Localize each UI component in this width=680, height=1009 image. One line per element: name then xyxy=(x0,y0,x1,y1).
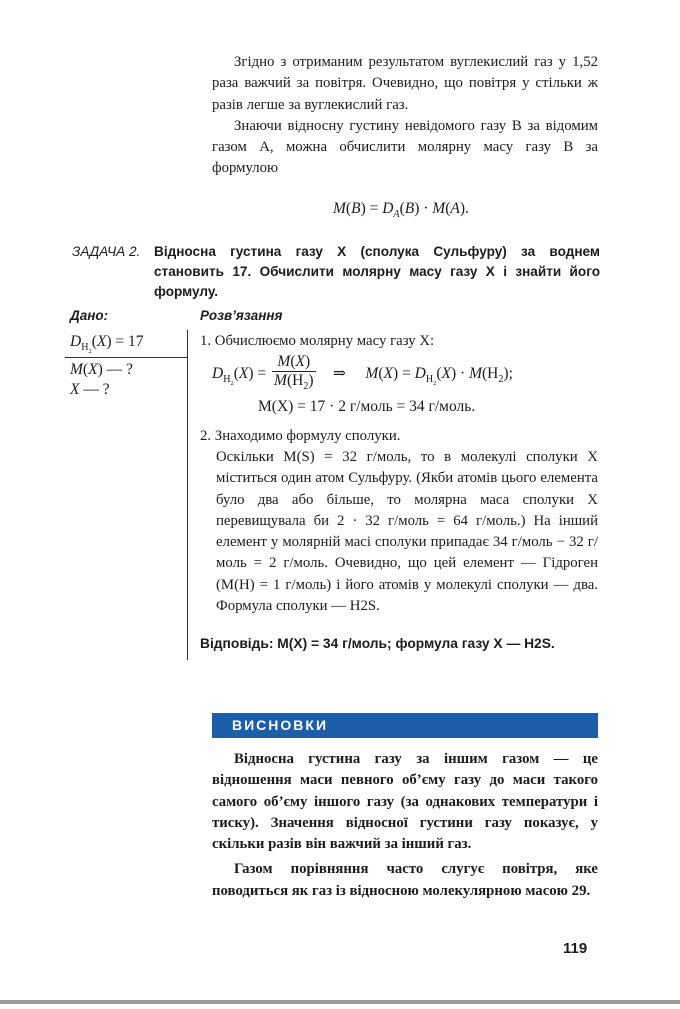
conclusions-banner xyxy=(212,713,598,738)
given-condition: $D_{H_2}(X) = 17$ xyxy=(70,333,144,356)
solution-label: Розв’язання xyxy=(200,308,283,323)
fraction: $\frac{M(X)}{M(H_2)}$ xyxy=(274,353,314,393)
given-divider-vertical xyxy=(187,330,188,660)
task-statement xyxy=(72,242,600,302)
step-2-text xyxy=(216,447,598,617)
page-number: 119 xyxy=(563,940,588,957)
task-text: Відносна густина газу X (сполука Сульфуру) за воднем становить 17. Обчислити молярну масу газу X і знайти його формулу. xyxy=(154,244,600,299)
step-2-explanation: Оскільки M(S) = 32 г/моль, то в молекулі сполуки X міститься один атом Сульфуру. (Якби атомів цього елемента було два або більше, то молярна маса сполуки X перевищувала би 2 · 32 г/моль = 64 г/моль.) На інший елемент у молярній масі сполуки припадає 34 г/моль − 32 г/моль = 2 г/моль. Очевидно, що цей елемент — Гідроген (M(H) = 1 г/моль) і його атомів у молекулі сполуки — два. Формула сполуки — H2S. xyxy=(216,449,598,615)
step-1-result: M(X) = 17 · 2 г/моль = 34 г/моль. xyxy=(258,398,476,415)
conclusions-text xyxy=(212,749,598,902)
footer-border xyxy=(0,1000,680,1004)
given-find-2: X — ? xyxy=(70,381,110,398)
molar-mass-formula: $M(B) = D_A(B) \cdot M(A)$. xyxy=(333,200,469,221)
conclusions-title: ВИСНОВКИ xyxy=(232,717,329,733)
step-1: 1. Обчислюємо молярну масу газу X: xyxy=(200,333,435,349)
task-heading: ЗАДАЧА 2. xyxy=(72,244,141,259)
given-divider-horizontal xyxy=(65,357,187,358)
given-find-1: M(X) — ? xyxy=(70,361,133,378)
intro-paragraph-2: Знаючи відносну густину невідомого газу B за відомим газом A, можна обчислити молярну масу газу B за формулою xyxy=(212,117,598,177)
answer: Відповідь: M(X) = 34 г/моль; формула газу X — H2S. xyxy=(200,636,555,651)
intro-text xyxy=(212,52,598,180)
given-label: Дано: xyxy=(70,308,109,323)
conclusions-paragraph-1: Відносна густина газу за іншим газом — це відношення маси певного об’єму газу до маси такого самого об’єму іншого газу (за однакових температури і тиску). Значення відносної густини газу показує, у скільки разів він важчий за інший газ. xyxy=(212,751,598,853)
density-fraction-formula: $D_{H_2}(X)$ = $\frac{M(X)}{M(H_2)}$ ⇒ $M(X) = D_{H_2}(X) \cdot M(H_2)$; xyxy=(212,353,513,396)
conclusions-paragraph-2: Газом порівняння часто слугує повітря, яке поводиться як газ із відносною молекулярною масою 29. xyxy=(212,861,598,899)
step-2: 2. Знаходимо формулу сполуки. xyxy=(200,428,401,444)
intro-paragraph-1: Згідно з отриманим результатом вуглекислий газ у 1,52 раза важчий за повітря. Очевидно, що повітря у стільки ж разів легше за вуглекислий газ. xyxy=(212,54,598,113)
